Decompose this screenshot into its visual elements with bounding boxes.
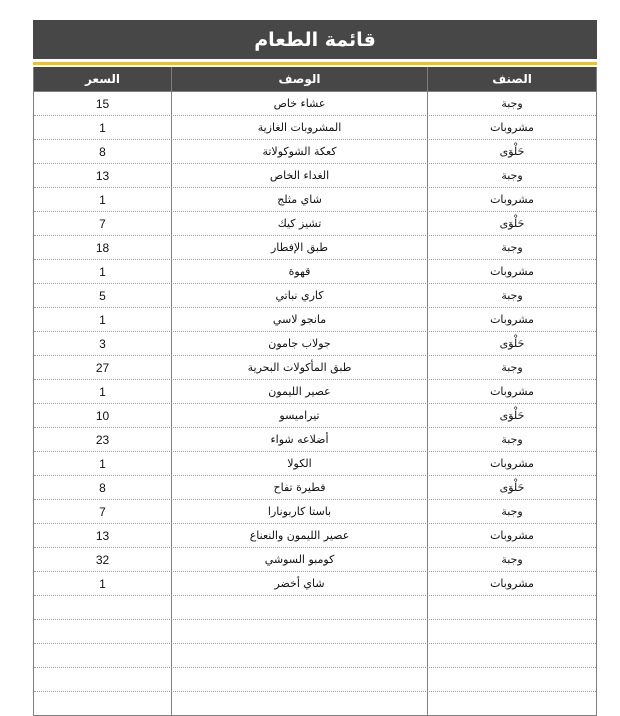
table-row xyxy=(34,260,596,284)
price-cell[interactable] xyxy=(34,596,172,619)
description-cell[interactable] xyxy=(172,644,428,667)
price-cell[interactable] xyxy=(34,644,172,667)
category-cell[interactable]: حَلْوَى xyxy=(499,217,525,230)
category-cell[interactable]: مشروبات xyxy=(490,265,534,278)
table-row xyxy=(34,620,596,644)
table-row xyxy=(34,308,596,332)
price-cell[interactable]: 1 xyxy=(34,308,172,331)
category-cell[interactable]: وجبة xyxy=(501,289,523,302)
table-row xyxy=(34,140,596,164)
price-cell[interactable]: 1 xyxy=(34,452,172,475)
table-row xyxy=(34,524,596,548)
price-cell[interactable]: 5 xyxy=(34,284,172,307)
description-cell[interactable]: عشاء خاص xyxy=(172,92,428,115)
category-cell[interactable]: وجبة xyxy=(501,553,523,566)
price-cell[interactable]: 10 xyxy=(34,404,172,427)
description-cell[interactable]: تيراميسو xyxy=(172,404,428,427)
category-cell[interactable]: مشروبات xyxy=(490,529,534,542)
header-description[interactable]: الوصف xyxy=(172,67,428,91)
description-cell[interactable] xyxy=(172,620,428,643)
description-cell[interactable]: المشروبات الغازية xyxy=(172,116,428,139)
category-cell[interactable] xyxy=(428,692,596,715)
price-cell[interactable]: 7 xyxy=(34,212,172,235)
category-cell[interactable]: مشروبات xyxy=(490,457,534,470)
table-row xyxy=(34,236,596,260)
category-cell[interactable]: وجبة xyxy=(501,169,523,182)
description-cell[interactable]: عصير الليمون xyxy=(172,380,428,403)
price-cell[interactable]: 32 xyxy=(34,548,172,571)
description-cell[interactable]: تشيز كيك xyxy=(172,212,428,235)
table-row xyxy=(34,356,596,380)
category-cell[interactable]: حَلْوَى xyxy=(499,145,525,158)
category-cell[interactable]: وجبة xyxy=(501,97,523,110)
table-row xyxy=(34,644,596,668)
description-cell[interactable]: طبق الإفطار xyxy=(172,236,428,259)
table-body xyxy=(34,92,596,715)
description-cell[interactable]: طبق المأكولات البحرية xyxy=(172,356,428,379)
price-cell[interactable]: 1 xyxy=(34,260,172,283)
description-cell[interactable]: فطيرة تفاح xyxy=(172,476,428,499)
table-row xyxy=(34,380,596,404)
header-price[interactable]: السعر xyxy=(34,67,172,91)
category-cell[interactable]: وجبة xyxy=(501,241,523,254)
table-row xyxy=(34,476,596,500)
category-cell[interactable]: مشروبات xyxy=(490,577,534,590)
description-cell[interactable]: كومبو السوشي xyxy=(172,548,428,571)
category-cell[interactable]: مشروبات xyxy=(490,385,534,398)
price-cell[interactable]: 8 xyxy=(34,140,172,163)
category-cell[interactable]: حَلْوَى xyxy=(499,337,525,350)
category-cell[interactable] xyxy=(428,644,596,667)
table-row xyxy=(34,284,596,308)
description-cell[interactable]: أضلاعه شواء xyxy=(172,428,428,451)
menu-sheet xyxy=(33,20,597,716)
description-cell[interactable]: قهوة xyxy=(172,260,428,283)
category-cell[interactable]: وجبة xyxy=(501,505,523,518)
description-cell[interactable]: كعكة الشوكولاتة xyxy=(172,140,428,163)
description-cell[interactable]: الغداء الخاص xyxy=(172,164,428,187)
price-cell[interactable]: 13 xyxy=(34,164,172,187)
table-row xyxy=(34,452,596,476)
price-cell[interactable]: 1 xyxy=(34,116,172,139)
price-cell[interactable]: 15 xyxy=(34,92,172,115)
category-cell[interactable]: حَلْوَى xyxy=(499,409,525,422)
table-row xyxy=(34,212,596,236)
description-cell[interactable]: باستا كاربونارا xyxy=(172,500,428,523)
category-cell[interactable]: مشروبات xyxy=(490,313,534,326)
description-cell[interactable]: كاري نباتي xyxy=(172,284,428,307)
price-cell[interactable]: 13 xyxy=(34,524,172,547)
category-cell[interactable] xyxy=(428,668,596,691)
price-cell[interactable]: 7 xyxy=(34,500,172,523)
category-cell[interactable]: حَلْوَى xyxy=(499,481,525,494)
price-cell[interactable]: 1 xyxy=(34,188,172,211)
description-cell[interactable] xyxy=(172,668,428,691)
price-cell[interactable] xyxy=(34,668,172,691)
category-cell[interactable]: مشروبات xyxy=(490,193,534,206)
category-cell[interactable] xyxy=(428,620,596,643)
table-row xyxy=(34,572,596,596)
table-row xyxy=(34,692,596,715)
description-cell[interactable] xyxy=(172,692,428,715)
table-row xyxy=(34,500,596,524)
menu-table xyxy=(33,67,597,716)
description-cell[interactable]: جولاب جامون xyxy=(172,332,428,355)
description-cell[interactable]: مانجو لاسي xyxy=(172,308,428,331)
category-cell[interactable] xyxy=(428,596,596,619)
table-row xyxy=(34,92,596,116)
price-cell[interactable] xyxy=(34,692,172,715)
table-row xyxy=(34,428,596,452)
description-cell[interactable]: الكولا xyxy=(172,452,428,475)
category-cell[interactable]: وجبة xyxy=(501,433,523,446)
category-cell[interactable]: وجبة xyxy=(501,361,523,374)
menu-title: قائمة الطعام xyxy=(33,20,597,59)
table-row xyxy=(34,164,596,188)
price-cell[interactable]: 8 xyxy=(34,476,172,499)
price-cell[interactable]: 23 xyxy=(34,428,172,451)
table-row xyxy=(34,404,596,428)
table-row xyxy=(34,668,596,692)
header-category[interactable]: الصنف xyxy=(492,72,532,86)
description-cell[interactable]: شاي مثلج xyxy=(172,188,428,211)
description-cell[interactable]: شاي أخضر xyxy=(172,572,428,595)
table-row xyxy=(34,596,596,620)
price-cell[interactable]: 18 xyxy=(34,236,172,259)
table-row xyxy=(34,332,596,356)
price-cell[interactable]: 1 xyxy=(34,572,172,595)
description-cell[interactable] xyxy=(172,596,428,619)
price-cell[interactable] xyxy=(34,620,172,643)
price-cell[interactable]: 3 xyxy=(34,332,172,355)
category-cell[interactable]: مشروبات xyxy=(490,121,534,134)
table-row xyxy=(34,188,596,212)
price-cell[interactable]: 27 xyxy=(34,356,172,379)
table-row xyxy=(34,116,596,140)
table-row xyxy=(34,548,596,572)
table-header-row xyxy=(34,67,596,92)
price-cell[interactable]: 1 xyxy=(34,380,172,403)
title-accent-line xyxy=(33,62,597,65)
description-cell[interactable]: عصير الليمون والنعناع xyxy=(172,524,428,547)
